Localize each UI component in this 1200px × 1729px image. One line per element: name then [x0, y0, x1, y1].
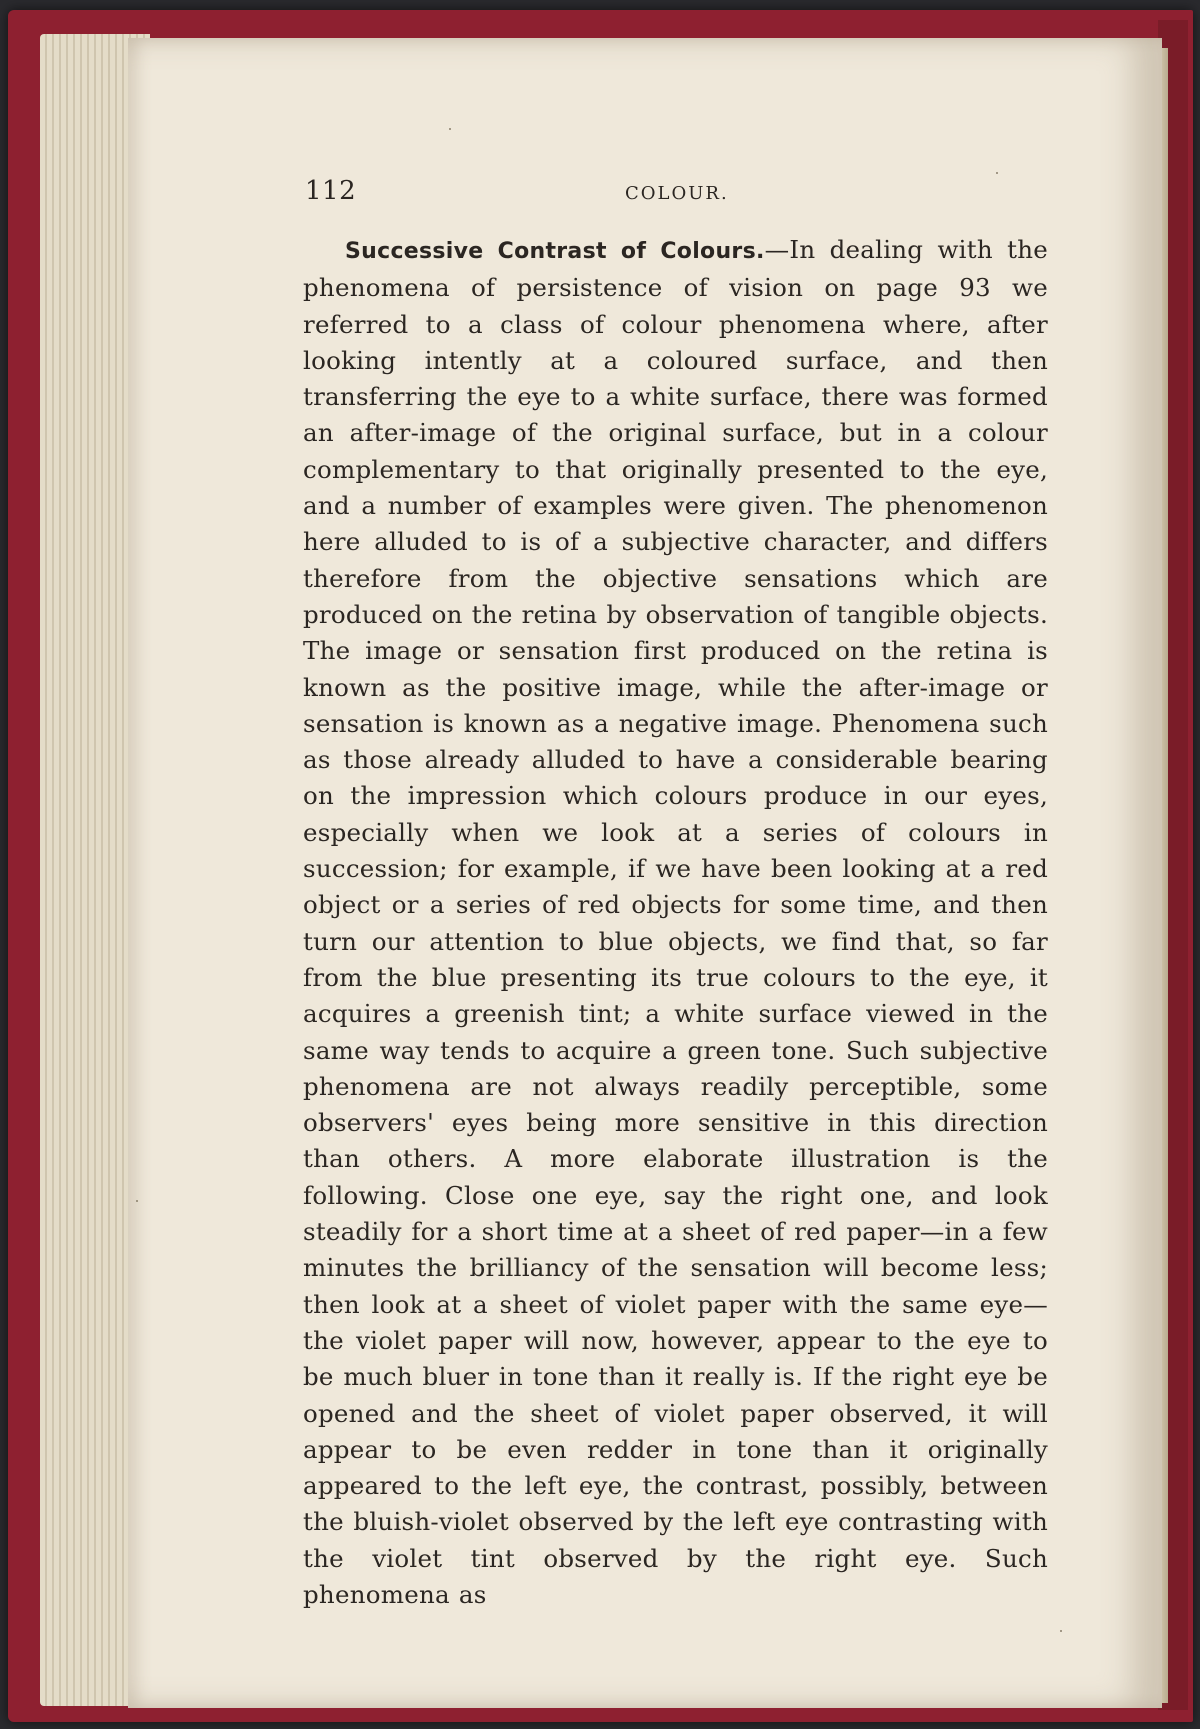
paper-speck	[449, 128, 451, 130]
paper-speck	[136, 1200, 138, 1202]
body-paragraph	[303, 232, 1048, 1613]
paragraph-text: —In dealing with the phenomena of persistence of vision on page 93 we referred to a class of colour phenomena where, after looking intently at a coloured surface, and then transferring the eye to a white surface, there was formed an after-image of the original surface, but in a colour complementary to that originally presented to the eye, and a number of examples were given. The phenomenon here alluded to is of a subjective character, and differs therefore from the objective sensations which are produced on the retina by observation of tangible objects. The image or sensation first produced on the retina is known as the positive image, while the after-image or sensation is known as a negative image. Phenomena such as those already alluded to have a considerable bearing on the impression which colours produce in our eyes, especially when we look at a series of colours in succession; for example, if we have been looking at a red object or a series of red objects for some time, and then turn our attention to blue objects, we find that, so far from the blue presenting its true colours to the eye, it acquires a greenish tint; a white surface viewed in the same way tends to acquire a green tone. Such subjective phenomena are not always readily perceptible, some observers' eyes being more sensitive in this direction than others. A more elaborate illustration is the following. Close one eye, say the right one, and look steadily for a short time at a sheet of red paper—in a few minutes the brilliancy of the sensation will become less; then look at a sheet of violet paper with the same eye—the violet paper will now, however, appear to the eye to be much bluer in tone than it really is. If the right eye be opened and the sheet of violet paper observed, it will appear to be even redder in tone than it originally appeared to the left eye, the contrast, possibly, between the bluish-violet observed by the left eye contrasting with the violet tint observed by the right eye. Such phenomena as	[303, 235, 1048, 1609]
paper-speck	[1060, 1630, 1062, 1632]
paper-speck	[996, 172, 998, 174]
section-heading: Successive Contrast of Colours.	[345, 239, 765, 264]
running-head: COLOUR.	[625, 183, 729, 204]
page-number: 112	[305, 176, 357, 206]
page-header	[305, 176, 1050, 210]
